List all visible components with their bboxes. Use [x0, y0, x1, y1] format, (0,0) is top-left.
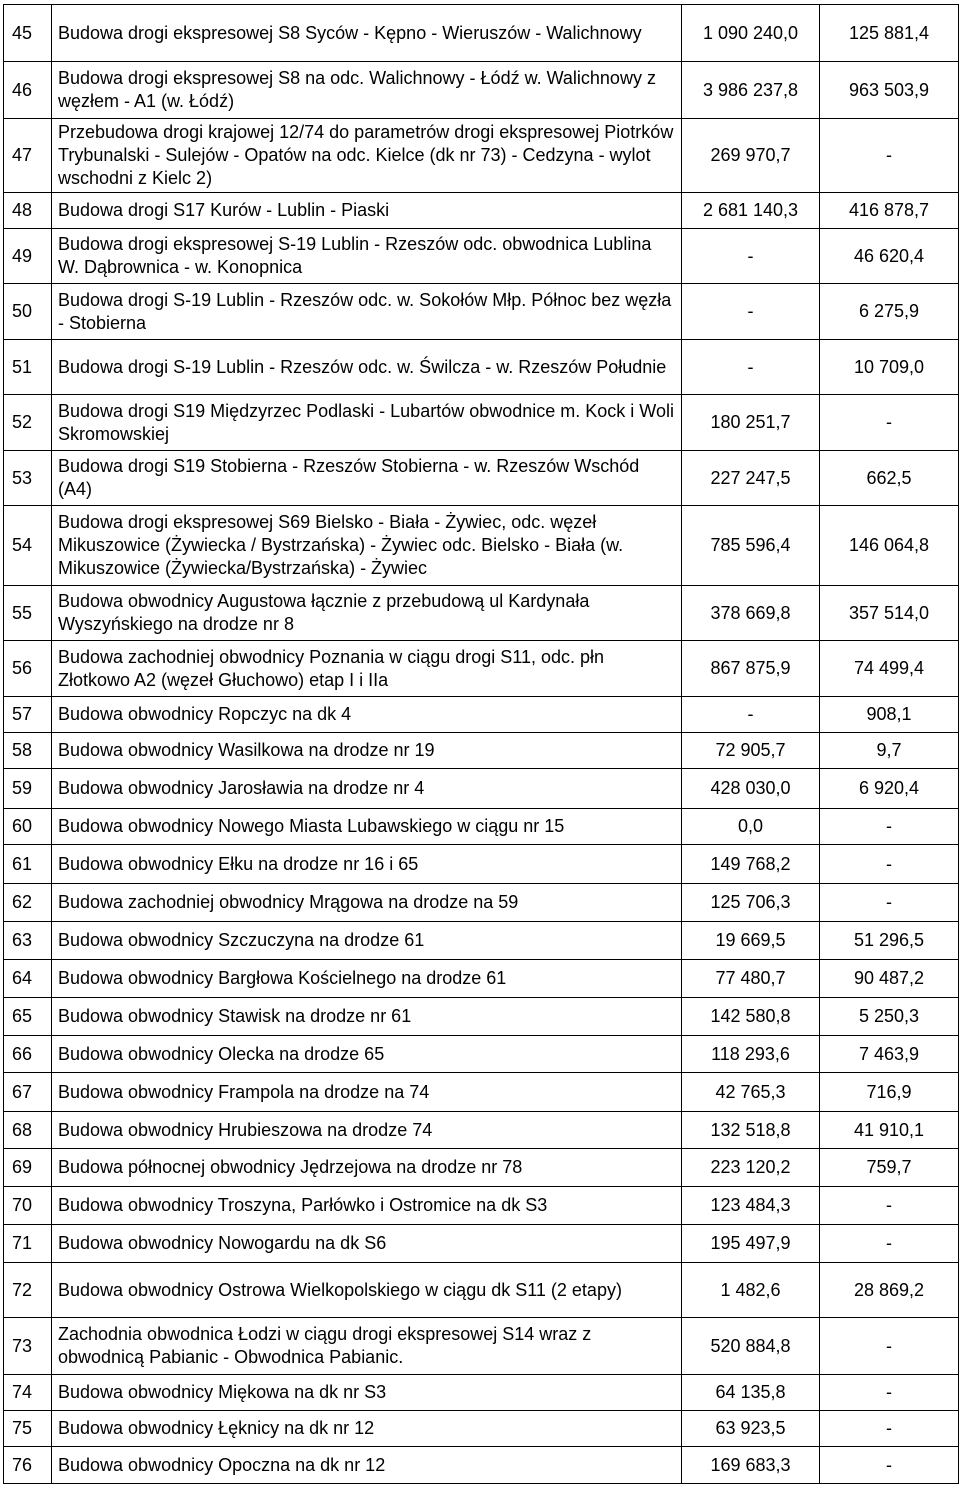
row-value-2: -	[820, 1318, 959, 1375]
row-number: 73	[4, 1318, 52, 1375]
table-row	[4, 229, 959, 284]
table-row	[4, 733, 959, 769]
row-number: 61	[4, 845, 52, 884]
row-value-2: 125 881,4	[820, 5, 959, 62]
row-number: 64	[4, 960, 52, 998]
row-value-1: 3 986 237,8	[682, 62, 820, 119]
row-description: Budowa obwodnicy Augustowa łącznie z przebudową ul Kardynała Wyszyńskiego na drodze nr 8	[52, 586, 682, 641]
row-value-2: 74 499,4	[820, 641, 959, 697]
row-value-1: 1 482,6	[682, 1263, 820, 1318]
row-value-1: -	[682, 229, 820, 284]
row-description: Budowa północnej obwodnicy Jędrzejowa na drodze nr 78	[52, 1149, 682, 1187]
row-number: 46	[4, 62, 52, 119]
row-description: Przebudowa drogi krajowej 12/74 do parametrów drogi ekspresowej Piotrków Trybunalski - Sulejów - Opatów na odc. Kielce (dk nr 73) - Cedzyna - wylot wschodni z Kielc 2)	[52, 119, 682, 193]
table-row	[4, 1073, 959, 1112]
row-number: 71	[4, 1225, 52, 1263]
row-value-1: 123 484,3	[682, 1187, 820, 1225]
table-row	[4, 340, 959, 395]
row-value-2: -	[820, 395, 959, 451]
table-row	[4, 5, 959, 62]
row-value-1: 785 596,4	[682, 506, 820, 586]
row-description: Budowa drogi ekspresowej S69 Bielsko - Biała - Żywiec, odc. węzeł Mikuszowice (Żywiecka / Bystrzańska) - Żywiec odc. Bielsko - Biała (w. Mikuszowice (Żywiecka/Bystrzańska) - Żywiec	[52, 506, 682, 586]
table-row	[4, 1149, 959, 1187]
row-value-2: 416 878,7	[820, 193, 959, 229]
table-row	[4, 586, 959, 641]
table-row	[4, 1187, 959, 1225]
row-value-2: -	[820, 1187, 959, 1225]
row-number: 68	[4, 1112, 52, 1149]
table-row	[4, 697, 959, 733]
row-description: Budowa obwodnicy Olecka na drodze 65	[52, 1036, 682, 1073]
row-number: 72	[4, 1263, 52, 1318]
row-value-1: 428 030,0	[682, 769, 820, 809]
row-value-1: 1 090 240,0	[682, 5, 820, 62]
row-value-2: 146 064,8	[820, 506, 959, 586]
row-value-2: -	[820, 884, 959, 922]
table-row	[4, 1112, 959, 1149]
row-value-1: 149 768,2	[682, 845, 820, 884]
row-value-1: 378 669,8	[682, 586, 820, 641]
row-number: 60	[4, 809, 52, 845]
table-row	[4, 1447, 959, 1484]
row-description: Budowa obwodnicy Opoczna na dk nr 12	[52, 1447, 682, 1484]
row-description: Budowa obwodnicy Szczuczyna na drodze 61	[52, 922, 682, 960]
row-value-1: 223 120,2	[682, 1149, 820, 1187]
row-value-2: -	[820, 119, 959, 193]
row-number: 67	[4, 1073, 52, 1112]
row-value-1: 42 765,3	[682, 1073, 820, 1112]
row-description: Budowa obwodnicy Ostrowa Wielkopolskiego w ciągu dk S11 (2 etapy)	[52, 1263, 682, 1318]
row-description: Budowa drogi ekspresowej S8 na odc. Walichnowy - Łódź w. Walichnowy z węzłem - A1 (w. Łódź)	[52, 62, 682, 119]
table-row	[4, 809, 959, 845]
table-row	[4, 395, 959, 451]
row-value-2: -	[820, 1225, 959, 1263]
row-number: 74	[4, 1375, 52, 1411]
table-row	[4, 451, 959, 506]
row-number: 53	[4, 451, 52, 506]
row-value-1: -	[682, 340, 820, 395]
row-description: Budowa obwodnicy Wasilkowa na drodze nr 19	[52, 733, 682, 769]
table-row	[4, 62, 959, 119]
row-value-1: 132 518,8	[682, 1112, 820, 1149]
row-number: 65	[4, 998, 52, 1036]
table-row	[4, 193, 959, 229]
row-value-1: 269 970,7	[682, 119, 820, 193]
row-description: Budowa obwodnicy Jarosławia na drodze nr 4	[52, 769, 682, 809]
table-row	[4, 960, 959, 998]
table-row	[4, 1263, 959, 1318]
row-description: Budowa zachodniej obwodnicy Mrągowa na drodze na 59	[52, 884, 682, 922]
row-value-1: 63 923,5	[682, 1411, 820, 1447]
row-value-2: 963 503,9	[820, 62, 959, 119]
row-value-1: 125 706,3	[682, 884, 820, 922]
row-description: Budowa obwodnicy Bargłowa Kościelnego na drodze 61	[52, 960, 682, 998]
row-description: Budowa obwodnicy Nowego Miasta Lubawskiego w ciągu nr 15	[52, 809, 682, 845]
row-description: Budowa obwodnicy Troszyna, Parłówko i Ostromice na dk S3	[52, 1187, 682, 1225]
table-body	[4, 5, 959, 1484]
row-number: 59	[4, 769, 52, 809]
table-row	[4, 1225, 959, 1263]
row-number: 63	[4, 922, 52, 960]
table-row	[4, 1318, 959, 1375]
row-number: 76	[4, 1447, 52, 1484]
row-description: Budowa obwodnicy Łęknicy na dk nr 12	[52, 1411, 682, 1447]
row-value-2: 28 869,2	[820, 1263, 959, 1318]
row-description: Budowa obwodnicy Hrubieszowa na drodze 74	[52, 1112, 682, 1149]
row-value-2: -	[820, 1375, 959, 1411]
table-row	[4, 998, 959, 1036]
table-row	[4, 769, 959, 809]
row-value-1: -	[682, 284, 820, 340]
row-description: Budowa drogi S19 Międzyrzec Podlaski - Lubartów obwodnice m. Kock i Woli Skromowskiej	[52, 395, 682, 451]
row-description: Budowa drogi S-19 Lublin - Rzeszów odc. w. Sokołów Młp. Północ bez węzła - Stobierna	[52, 284, 682, 340]
row-value-2: 90 487,2	[820, 960, 959, 998]
row-description: Budowa obwodnicy Miękowa na dk nr S3	[52, 1375, 682, 1411]
table-row	[4, 922, 959, 960]
row-number: 51	[4, 340, 52, 395]
row-number: 62	[4, 884, 52, 922]
row-description: Budowa obwodnicy Nowogardu na dk S6	[52, 1225, 682, 1263]
row-description: Budowa drogi ekspresowej S8 Syców - Kępno - Wieruszów - Walichnowy	[52, 5, 682, 62]
row-number: 47	[4, 119, 52, 193]
row-value-1: 195 497,9	[682, 1225, 820, 1263]
table-row	[4, 884, 959, 922]
row-number: 66	[4, 1036, 52, 1073]
table-row	[4, 1036, 959, 1073]
row-number: 50	[4, 284, 52, 340]
row-number: 49	[4, 229, 52, 284]
row-value-2: 7 463,9	[820, 1036, 959, 1073]
row-number: 54	[4, 506, 52, 586]
row-value-2: 6 275,9	[820, 284, 959, 340]
row-value-2: 51 296,5	[820, 922, 959, 960]
row-value-2: 41 910,1	[820, 1112, 959, 1149]
table-row	[4, 1411, 959, 1447]
row-number: 45	[4, 5, 52, 62]
row-value-2: 5 250,3	[820, 998, 959, 1036]
row-number: 75	[4, 1411, 52, 1447]
row-value-2: 9,7	[820, 733, 959, 769]
row-number: 69	[4, 1149, 52, 1187]
row-value-1: 2 681 140,3	[682, 193, 820, 229]
row-value-2: -	[820, 845, 959, 884]
row-value-1: 0,0	[682, 809, 820, 845]
row-description: Budowa obwodnicy Stawisk na drodze nr 61	[52, 998, 682, 1036]
row-value-1: 867 875,9	[682, 641, 820, 697]
row-value-2: -	[820, 1411, 959, 1447]
investment-table	[3, 4, 959, 1484]
row-number: 58	[4, 733, 52, 769]
table-row	[4, 506, 959, 586]
row-value-2: 716,9	[820, 1073, 959, 1112]
row-description: Budowa obwodnicy Frampola na drodze na 74	[52, 1073, 682, 1112]
row-value-1: 227 247,5	[682, 451, 820, 506]
table-row	[4, 641, 959, 697]
row-value-1: 118 293,6	[682, 1036, 820, 1073]
row-value-1: 19 669,5	[682, 922, 820, 960]
row-description: Budowa zachodniej obwodnicy Poznania w ciągu drogi S11, odc. płn Złotkowo A2 (węzeł Głuchowo) etap I i IIa	[52, 641, 682, 697]
row-value-2: 6 920,4	[820, 769, 959, 809]
row-description: Budowa obwodnicy Ropczyc na dk 4	[52, 697, 682, 733]
row-description: Budowa drogi S17 Kurów - Lublin - Piaski	[52, 193, 682, 229]
row-value-2: 46 620,4	[820, 229, 959, 284]
row-number: 70	[4, 1187, 52, 1225]
row-value-1: 169 683,3	[682, 1447, 820, 1484]
row-description: Budowa obwodnicy Ełku na drodze nr 16 i 65	[52, 845, 682, 884]
row-description: Budowa drogi S19 Stobierna - Rzeszów Stobierna - w. Rzeszów Wschód (A4)	[52, 451, 682, 506]
row-value-2: -	[820, 809, 959, 845]
row-description: Zachodnia obwodnica Łodzi w ciągu drogi ekspresowej S14 wraz z obwodnicą Pabianic - Obwodnica Pabianic.	[52, 1318, 682, 1375]
row-value-2: 759,7	[820, 1149, 959, 1187]
row-number: 52	[4, 395, 52, 451]
row-value-1: 180 251,7	[682, 395, 820, 451]
row-number: 56	[4, 641, 52, 697]
row-value-2: 908,1	[820, 697, 959, 733]
row-value-1: 72 905,7	[682, 733, 820, 769]
row-number: 48	[4, 193, 52, 229]
table-row	[4, 845, 959, 884]
row-description: Budowa drogi ekspresowej S-19 Lublin - Rzeszów odc. obwodnica Lublina W. Dąbrownica - w. Konopnica	[52, 229, 682, 284]
row-value-1: 64 135,8	[682, 1375, 820, 1411]
row-number: 55	[4, 586, 52, 641]
row-description: Budowa drogi S-19 Lublin - Rzeszów odc. w. Świlcza - w. Rzeszów Południe	[52, 340, 682, 395]
row-value-1: 142 580,8	[682, 998, 820, 1036]
row-value-2: 357 514,0	[820, 586, 959, 641]
row-value-2: -	[820, 1447, 959, 1484]
table-row	[4, 284, 959, 340]
row-value-2: 662,5	[820, 451, 959, 506]
row-number: 57	[4, 697, 52, 733]
row-value-1: -	[682, 697, 820, 733]
table-row	[4, 119, 959, 193]
row-value-1: 520 884,8	[682, 1318, 820, 1375]
row-value-2: 10 709,0	[820, 340, 959, 395]
table-row	[4, 1375, 959, 1411]
row-value-1: 77 480,7	[682, 960, 820, 998]
